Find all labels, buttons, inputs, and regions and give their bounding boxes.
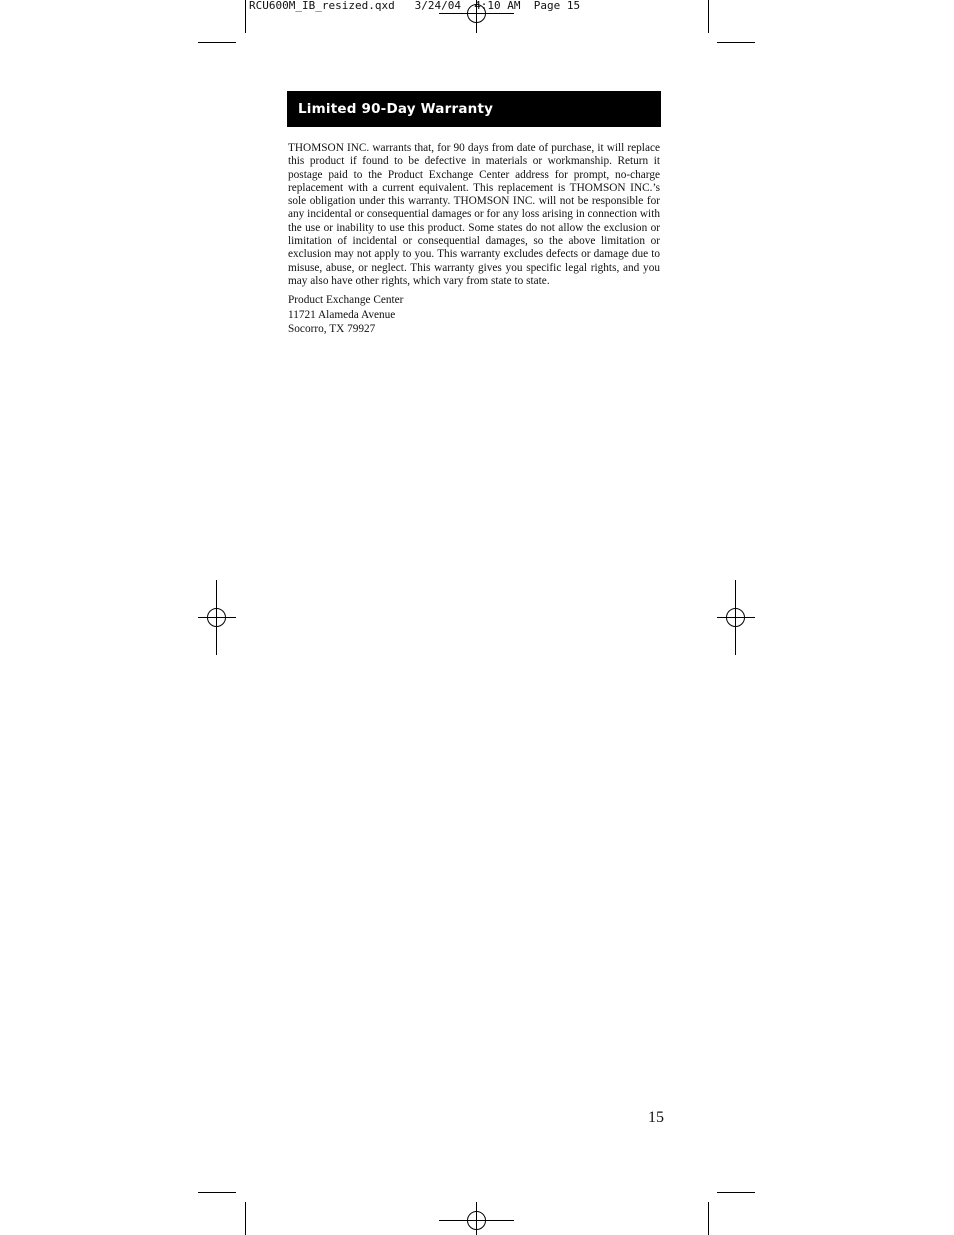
registration-mark-right bbox=[717, 580, 755, 655]
registration-mark-bottom bbox=[439, 1202, 514, 1235]
section-title: Limited 90-Day Warranty bbox=[298, 101, 494, 117]
slug-date: 3/24/04 bbox=[414, 0, 461, 12]
slug-filename: RCU600M_IB_resized.qxd bbox=[249, 0, 395, 12]
section-header bbox=[287, 91, 661, 127]
page-number: 15 bbox=[648, 1109, 664, 1126]
address-line-1: Product Exchange Center bbox=[288, 294, 404, 306]
warranty-text: THOMSON INC. warrants that, for 90 days from date of purchase, it will replace this product if found to be defective in materials or workmanship. Return it postage paid to the Product Exchange Center address for prompt, no-charge replacement with a current equivalent. This replacement is THOMSON INC.’s sole obligation under this warranty. THOMSON INC. will not be responsible for any incidental or consequential damages or for any loss arising in connection with the use or inability to use this product. Some states do not allow the exclusion or limitation of incidental or consequential damages, so the above limitation or exclusion may not apply to you. This warranty excludes defects or damage due to misuse, abuse, or neglect. This warranty gives you specific legal rights, and you may also have other rights, which vary from state to state. bbox=[288, 142, 660, 287]
slug-time: 4:10 AM bbox=[474, 0, 521, 12]
exchange-center-address bbox=[288, 293, 403, 337]
slug-page: Page 15 bbox=[533, 0, 581, 12]
address-line-3: Socorro, TX 79927 bbox=[288, 323, 376, 335]
registration-mark-top bbox=[439, 0, 514, 33]
registration-mark-left bbox=[198, 580, 236, 655]
address-line-2: 11721 Alameda Avenue bbox=[288, 308, 396, 321]
